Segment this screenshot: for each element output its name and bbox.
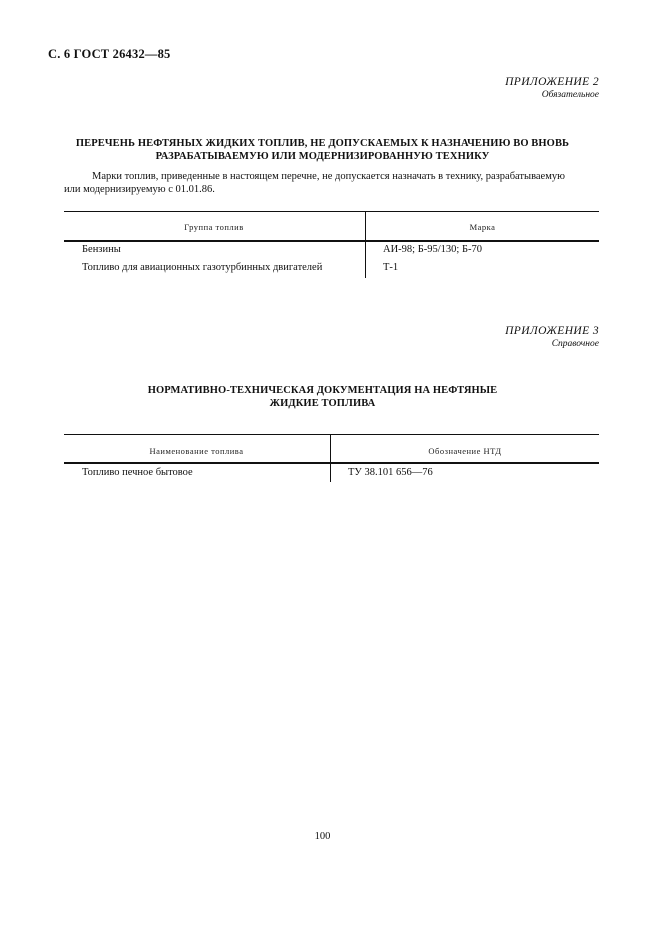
table-1-header-group: Группа топлив [184, 222, 244, 232]
appendix-3-subtitle: Справочное [551, 339, 599, 349]
appendix-2-subtitle: Обязательное [541, 90, 599, 100]
page-number: 100 [314, 831, 331, 842]
appendix-2-paragraph-line-2: или модернизируемую с 01.01.86. [64, 184, 215, 195]
appendix-2-heading-line-2: РАЗРАБАТЫВАЕМУЮ ИЛИ МОДЕРНИЗИРОВАННУЮ ТЕХНИКУ [155, 151, 490, 162]
document-header: С. 6 ГОСТ 26432—85 [48, 47, 171, 61]
table-2-header-name: Наименование топлива [149, 446, 244, 456]
appendix-3-heading-line-1: НОРМАТИВНО-ТЕХНИЧЕСКАЯ ДОКУМЕНТАЦИЯ НА НЕФТЯНЫЕ [147, 385, 498, 396]
appendix-2-title: ПРИЛОЖЕНИЕ 2 [505, 76, 599, 88]
appendix-3-title: ПРИЛОЖЕНИЕ 3 [505, 325, 599, 337]
table-1-header-mark: Марка [469, 222, 496, 232]
table-1-row-2-group: Топливо для авиационных газотурбинных двигателей [82, 262, 323, 273]
table-2-row-1-name: Топливо печное бытовое [82, 467, 193, 478]
appendix-3-heading-line-2: ЖИДКИЕ ТОПЛИВА [269, 398, 376, 409]
table-2-header-rule [64, 462, 599, 464]
table-2-body-divider [330, 464, 331, 482]
appendix-2-heading-line-1: ПЕРЕЧЕНЬ НЕФТЯНЫХ ЖИДКИХ ТОПЛИВ, НЕ ДОПУСКАЕМЫХ К НАЗНАЧЕНИЮ ВО ВНОВЬ [75, 138, 570, 149]
table-1-row-1-group: Бензины [82, 244, 121, 255]
table-2-header-ntd: Обозначение НТД [428, 446, 502, 456]
table-1-row-1-mark: АИ-98; Б-95/130; Б-70 [383, 244, 482, 255]
table-1-row-2-mark: Т-1 [383, 262, 399, 273]
table-2-top-rule [64, 434, 599, 435]
appendix-2-paragraph-line-1: Марки топлив, приведенные в настоящем перечне, не допускается назначать в технику, разрабатываемую [92, 171, 565, 182]
table-2-row-1-ntd: ТУ 38.101 656—76 [348, 467, 433, 478]
